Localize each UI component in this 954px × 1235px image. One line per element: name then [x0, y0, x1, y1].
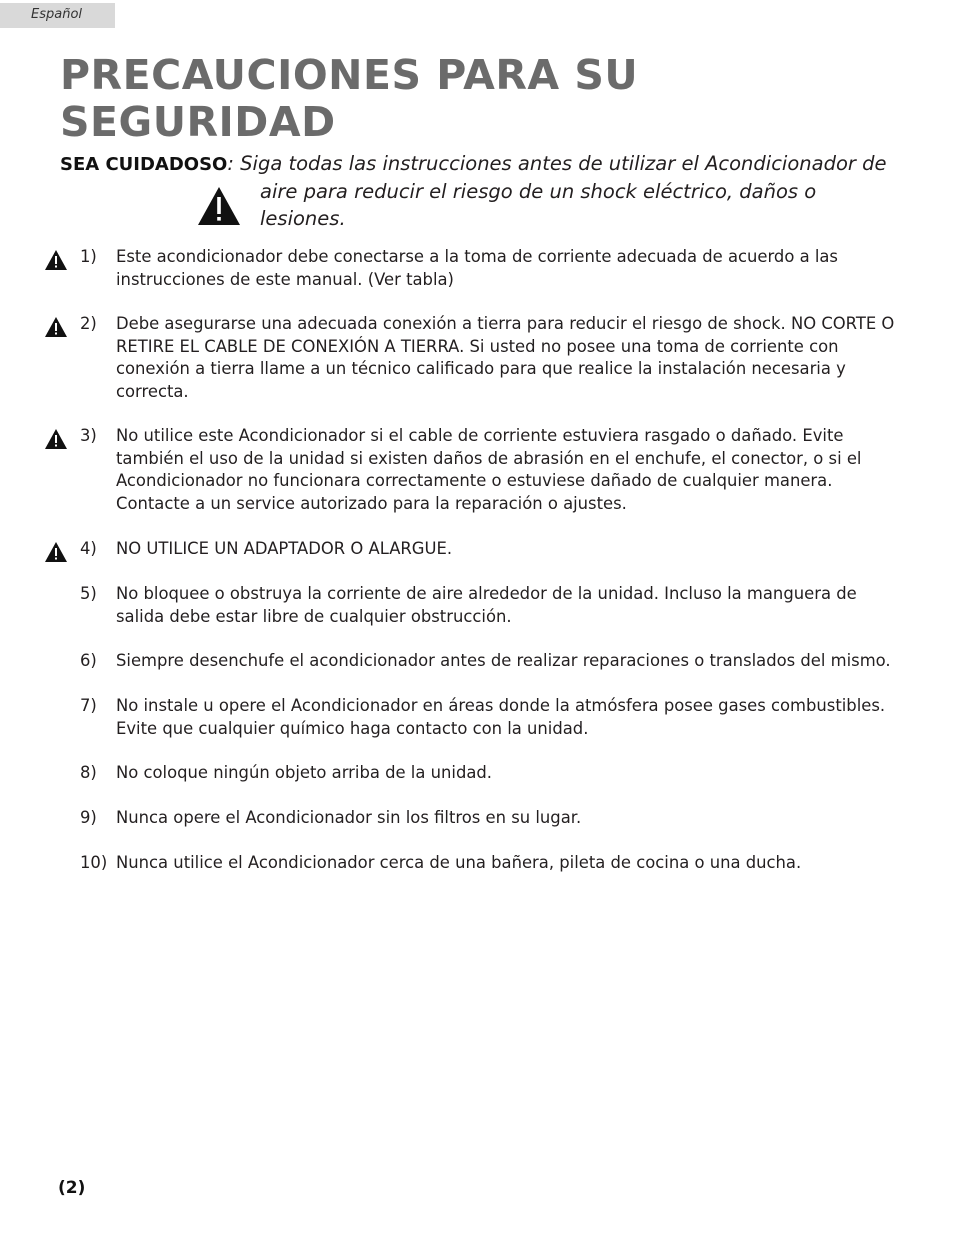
caution-label: SEA CUIDADOSO: [60, 154, 228, 175]
list-item: [44, 807, 904, 830]
list-item-number: 2): [80, 314, 97, 333]
list-item: [44, 425, 904, 515]
list-item-number: 6): [80, 651, 97, 670]
warning-triangle-icon: [44, 541, 68, 563]
list-item: [44, 650, 904, 673]
list-item-text: NO UTILICE UN ADAPTADOR O ALARGUE.: [116, 539, 453, 558]
list-item: [44, 246, 904, 291]
page-title: [60, 52, 638, 146]
list-item: [44, 695, 904, 740]
list-item-text: Nunca utilice el Acondicionador cerca de una bañera, pileta de cocina o una ducha.: [116, 853, 802, 872]
caution-statement: [60, 150, 900, 232]
language-tab: Español: [0, 3, 115, 28]
list-item-text: Debe asegurarse una adecuada conexión a tierra para reducir el riesgo de shock. NO CORTE O RETIRE EL CABLE DE CONEXIÓN A TIERRA. Si usted no posee una toma de corriente con conexión a tierra llame a un técnico calificado para que realice la instalación necesaria y correcta.: [116, 314, 895, 401]
page-number: (2): [58, 1178, 86, 1198]
list-item: [44, 538, 904, 561]
list-item: [44, 313, 904, 403]
list-item-number: 3): [80, 426, 97, 445]
page-title-line2: SEGURIDAD: [60, 98, 336, 146]
warning-triangle-icon: [197, 186, 241, 226]
list-item-number: 10): [80, 853, 108, 872]
list-item: [44, 762, 904, 785]
list-item-text: No bloquee o obstruya la corriente de aire alrededor de la unidad. Incluso la manguera de salida debe estar libre de cualquier obstrucción.: [116, 584, 857, 626]
warning-triangle-icon: [44, 316, 68, 338]
list-item-number: 7): [80, 696, 97, 715]
list-item-text: Este acondicionador debe conectarse a la toma de corriente adecuada de acuerdo a las instrucciones de este manual. (Ver tabla): [116, 247, 838, 289]
list-item-text: No coloque ningún objeto arriba de la unidad.: [116, 763, 493, 782]
list-item: [44, 583, 904, 628]
caution-line1: [60, 150, 900, 178]
list-item-text: Siempre desenchufe el acondicionador antes de realizar reparaciones o translados del mismo.: [116, 651, 891, 670]
caution-text-line1: : Siga todas las instrucciones antes de utilizar el Acondicionador de: [227, 152, 887, 175]
list-item-number: 8): [80, 763, 97, 782]
list-item-number: 5): [80, 584, 97, 603]
list-item-text: No utilice este Acondicionador si el cable de corriente estuviera rasgado o dañado. Evite también el uso de la unidad si existen daños de abrasión en el enchufe, el conector, o si el Acondicionador no funcionara correctamente o estuviese dañado de cualquier manera. Contacte a un service autorizado para la reparación o ajustes.: [116, 426, 862, 513]
warning-triangle-icon: [44, 428, 68, 450]
list-item-text: No instale u opere el Acondicionador en áreas donde la atmósfera posee gases combustibles. Evite que cualquier químico haga contacto con la unidad.: [116, 696, 886, 738]
list-item-number: 9): [80, 808, 97, 827]
caution-text-line2: aire para reducir el riesgo de un shock eléctrico, daños o lesiones.: [260, 180, 817, 230]
list-item-text: Nunca opere el Acondicionador sin los filtros en su lugar.: [116, 808, 582, 827]
page-title-line1: PRECAUCIONES PARA SU: [60, 51, 639, 99]
list-item-number: 1): [80, 247, 97, 266]
list-item: [44, 852, 904, 875]
list-item-number: 4): [80, 539, 97, 558]
warning-triangle-icon: [44, 249, 68, 271]
